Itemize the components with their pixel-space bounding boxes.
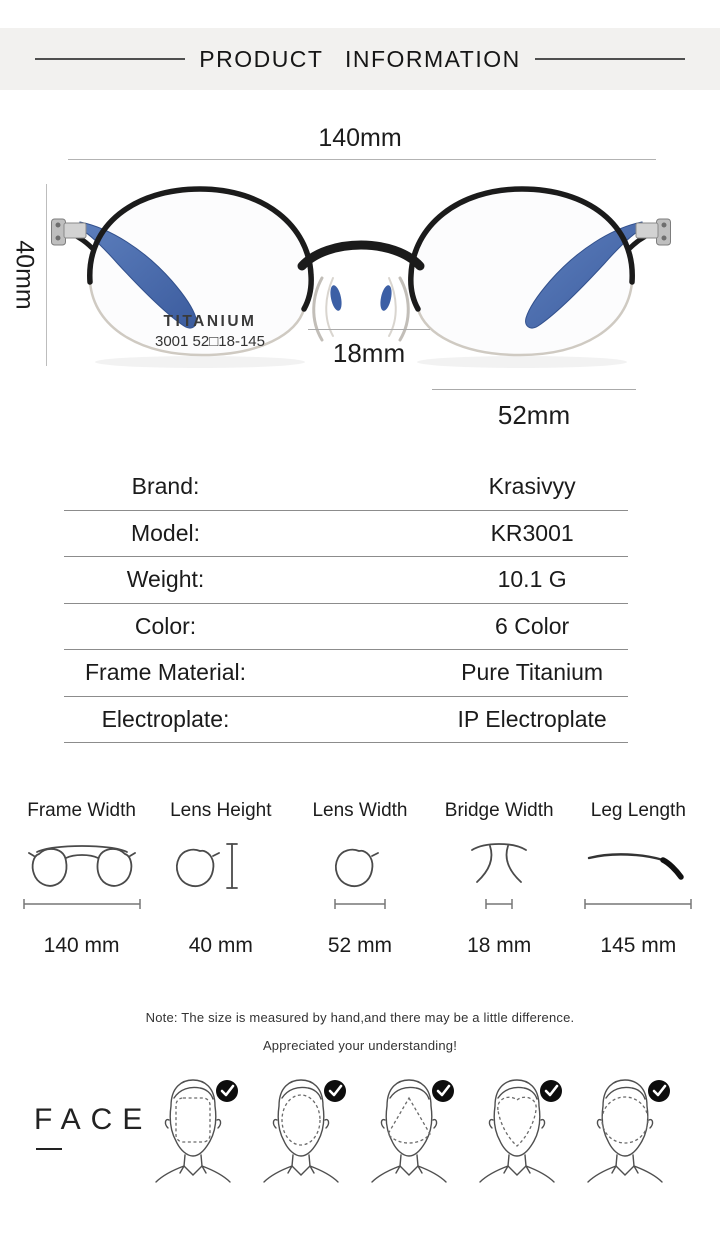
page-title: PRODUCT INFORMATION bbox=[199, 45, 521, 72]
spec-value-frame-material: Pure Titanium bbox=[461, 659, 604, 686]
spec-value-model: KR3001 bbox=[490, 519, 574, 546]
spec-label-frame-material: Frame Material: bbox=[84, 659, 247, 686]
face-oval-figure bbox=[250, 1076, 350, 1188]
frame-width-measure-line bbox=[68, 159, 656, 160]
lens-width-label: 52mm bbox=[497, 400, 571, 430]
lens-height-measure-line bbox=[46, 184, 47, 366]
table-row bbox=[64, 604, 628, 651]
table-row bbox=[64, 511, 628, 558]
face-round-figure bbox=[574, 1076, 674, 1188]
face-section-title: FACE bbox=[34, 1103, 153, 1136]
spec-label-color: Color: bbox=[134, 612, 197, 639]
face-triangle-figure bbox=[358, 1076, 458, 1188]
spec-label-weight: Weight: bbox=[126, 566, 205, 593]
spec-value-electroplate: IP Electroplate bbox=[457, 705, 607, 732]
header-left-line bbox=[35, 58, 185, 60]
frame-width-measure bbox=[22, 898, 142, 910]
size-note bbox=[0, 1004, 720, 1060]
lens-engraving-brand: TITANIUM bbox=[163, 313, 257, 330]
lens-engraving-size: 3001 52□18-145 bbox=[155, 333, 265, 350]
dim-frame-width: Frame Width 140 mm bbox=[12, 800, 151, 958]
dim-lens-width: Lens Width 52 mm bbox=[290, 800, 429, 958]
spec-label-electroplate: Electroplate: bbox=[101, 705, 230, 732]
bridge-width-icon bbox=[439, 836, 559, 896]
face-shapes-row bbox=[142, 1076, 674, 1188]
dim-bridge-width: Bridge Width 18 mm bbox=[430, 800, 569, 958]
bridge-width-measure bbox=[484, 898, 514, 910]
lens-width-measure bbox=[333, 898, 387, 910]
note-line-1: Note: The size is measured by hand,and there may be a little difference. bbox=[145, 1010, 575, 1025]
table-row bbox=[64, 464, 628, 511]
bridge-bar bbox=[302, 245, 420, 266]
spec-table bbox=[64, 464, 628, 743]
lens-height-icon bbox=[161, 836, 281, 896]
face-heart-figure bbox=[466, 1076, 566, 1188]
lens-height-left-label: 40mm bbox=[10, 240, 39, 310]
note-line-2: Appreciated your understanding! bbox=[262, 1038, 458, 1053]
header-right-line bbox=[535, 58, 685, 60]
spec-label-model: Model: bbox=[130, 519, 201, 546]
lens-width-icon bbox=[300, 836, 420, 896]
bridge-label: 18mm bbox=[332, 338, 406, 368]
dim-lens-height: Lens Height 40 mm bbox=[151, 800, 290, 958]
table-row bbox=[64, 557, 628, 604]
dim-leg-length: Leg Length 145 mm bbox=[569, 800, 708, 958]
leg-length-measure bbox=[583, 898, 693, 910]
table-row bbox=[64, 650, 628, 697]
frame-width-icon bbox=[22, 836, 142, 896]
bridge-measure-line bbox=[308, 329, 430, 330]
check-icon bbox=[540, 1080, 562, 1102]
face-title-underline bbox=[36, 1148, 62, 1150]
spec-value-color: 6 Color bbox=[495, 612, 570, 639]
spec-value-brand: Krasivyy bbox=[488, 473, 576, 500]
frame-width-top-label: 140mm bbox=[318, 124, 402, 152]
header-band bbox=[0, 28, 720, 90]
check-icon bbox=[432, 1080, 454, 1102]
nose-pads bbox=[314, 278, 409, 340]
lens-width-measure-line bbox=[432, 389, 636, 390]
check-icon bbox=[216, 1080, 238, 1102]
spec-value-weight: 10.1 G bbox=[497, 566, 567, 593]
check-icon bbox=[648, 1080, 670, 1102]
face-square-figure bbox=[142, 1076, 242, 1188]
dimensions-row bbox=[12, 800, 708, 958]
spec-label-brand: Brand: bbox=[131, 473, 200, 500]
check-icon bbox=[324, 1080, 346, 1102]
table-row bbox=[64, 697, 628, 744]
leg-length-icon bbox=[578, 836, 698, 896]
